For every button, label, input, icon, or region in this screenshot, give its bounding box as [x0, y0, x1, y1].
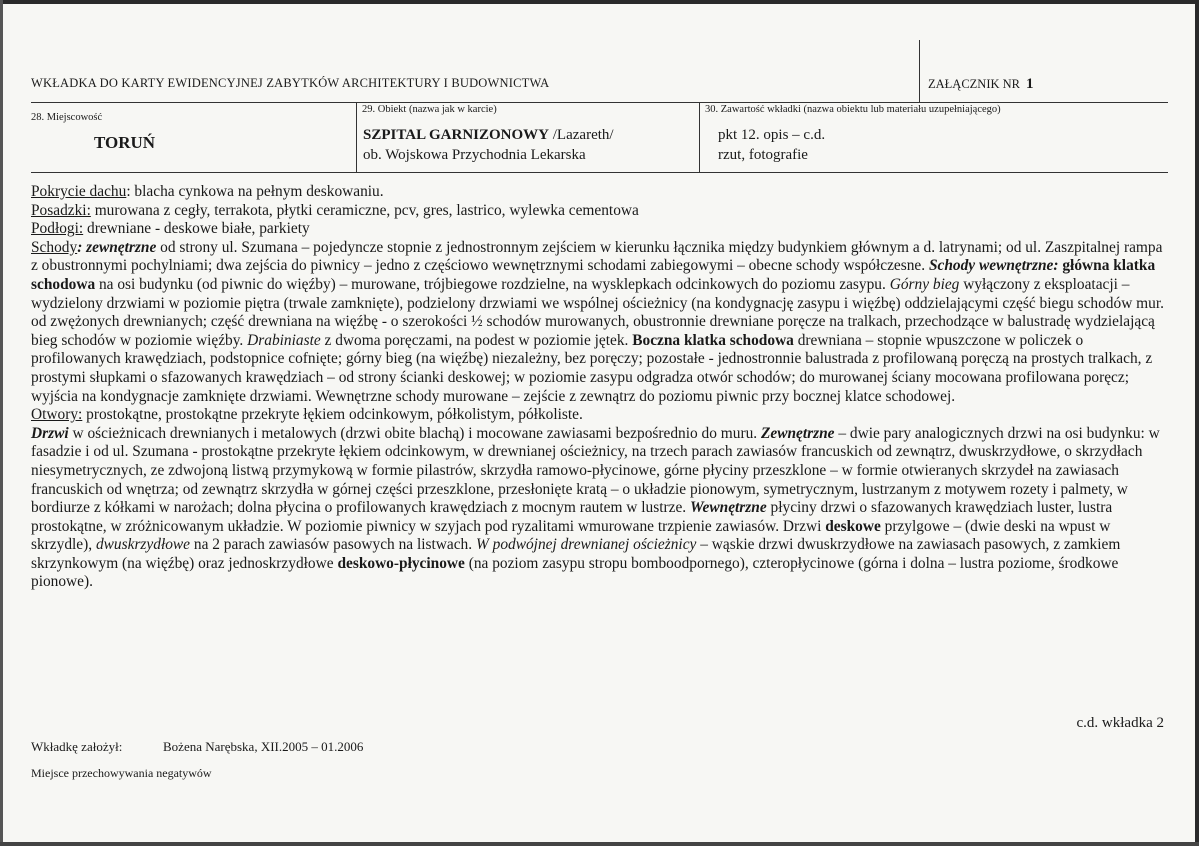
ceilings-paragraph	[31, 220, 1166, 239]
continued-note: c.d. wkładka 2	[1076, 715, 1164, 731]
ceilings-text: drewniane - deskowe białe, parkiety	[83, 220, 310, 238]
openings-heading: Otwory:	[31, 406, 83, 424]
floors-heading: Posadzki:	[31, 201, 91, 219]
stairs-ext-label: : zewnętrzne	[77, 238, 157, 256]
doors-panel-text: (na poziom zasypu stropu bomboodpornego), czteropłycinowe (górna i dolna – lustra poziome, środkowe pionowe).	[31, 554, 1119, 591]
stairs-upper-text: wyłączony z eksploatacji – wydzielony drzwiami w poziomie piętra (trwale zamknięte), podzielony drzwiami we wspólnej ościeżnicy (na kondygnację zasypu i więźbę) oddzielającymi część biegu schodów mur. od zwężonych drewnianych; część drewniana na więźbę - o szerokości ½ schodów murowanych, obustronnie drewniane poręcze na tralkach, przechodzące w balustradę wydzielającą bieg schodów w poziomie więźby.	[31, 275, 1164, 349]
annex-label	[928, 76, 1034, 93]
stairs-main-text: na osi budynku (od piwnic do więźby) – murowane, trójbiegowe rozdzielne, na wysklepkach odcinkowych do poziomu zasypu.	[95, 275, 890, 293]
made-by-value: Bożena Narębska, XII.2005 – 01.2006	[163, 739, 364, 754]
fields-bottom-rule	[31, 172, 1168, 173]
negatives-label: Miejsce przechowywania negatywów	[31, 766, 212, 780]
openings-paragraph	[31, 406, 1166, 425]
stairs-side-text: drewniana – stopnie wpuszczone w policzek o profilowanych krawędziach, podstopnice cofnięte; górny bieg (na więźbę) niezależny, bez poręczy; pozostałe - jednostronnie balustrada z profilowaną poręczą na prostych tralkach, z prostymi słupkami o sfazowanych krawędziach – od strony ścianki deskowej; w poziomie zasypu odgradza otwór schodów; do murowanej ściany mocowana profilowana poręcz; wyjścia na kondygnacje zamknięte drzwiami. Wewnętrzne schody murowane – zejście z zewnątrz do poziomu piwnic przy bocznej klatce schodowej.	[31, 331, 1153, 405]
stairs-ladder-label: Drabiniaste	[247, 331, 321, 349]
stairs-paragraph	[31, 239, 1166, 406]
object-name-line2: ob. Wojskowa Przychodnia Lekarska	[363, 147, 586, 163]
stairs-main-label: główna klatka schodowa	[31, 257, 1156, 293]
stairs-int-label: Schody wewnętrzne:	[928, 257, 1059, 275]
contents-line1: pkt 12. opis – c.d.	[718, 127, 826, 143]
object-name-rest: /Lazareth/	[549, 127, 614, 143]
doors-ext-text: – dwie pary analogicznych drzwi na osi budynku: w fasadzie i od ul. Szumana - prostokątne przekryte łękiem odcinkowym, w drewnianej ościeżnicy, na trzech parach zawiasów francuskich od zewnątrz, dwuskrzydłowe, o skrzydłach niesymetrycznych, ze zdwojoną listwą przymykową w formie pilastrów, skrzydła ramowo-płycinowe, górne płyciny przeszklone – w formie otwieranych skrzydeł na zawiasach francuskich od wnętrza; od zewnątrz skrzydła w górnej części przeszklone, przesłonięte kratą – o układzie pionowym, symetrycznym, lustrzanym z motywem rozety i palmety, w bordiurze z kółkami w narożach; dolna płycina o profilowanych krawędziach z mocnym rautem w lustrze.	[31, 424, 1160, 517]
field-divider-2	[699, 102, 700, 172]
scan-border-top	[0, 0, 1199, 4]
roof-paragraph	[31, 183, 1166, 202]
object-name-bold: SZPITAL GARNIZONOWY	[363, 127, 550, 143]
ceilings-heading: Podłogi:	[31, 220, 84, 238]
doors-double-text: na 2 parach zawiasów pasowych na listwach.	[190, 536, 476, 554]
roof-text: : blacha cynkowa na pełnym deskowaniu.	[126, 183, 384, 200]
roof-heading: Pokrycie dachu	[31, 183, 127, 200]
field-divider-1	[356, 102, 357, 172]
openings-text: prostokątne, prostokątne przekryte łękiem odcinkowym, półkolistym, półkoliste.	[82, 406, 583, 424]
doors-text: w ościeżnicach drewnianych i metalowych (drzwi obite blachą) i mocowane zawiasami bezpośrednio do muru.	[68, 424, 761, 442]
doors-ext-label: Zewnętrzne	[760, 424, 835, 442]
stairs-ladder-text: z dwoma poręczami, na podest w poziomie jętek.	[320, 331, 633, 349]
scan-border-right	[1195, 0, 1199, 846]
description-body	[31, 183, 1166, 592]
scan-border-bottom	[0, 842, 1199, 846]
doors-label: Drzwi	[31, 424, 69, 442]
doors-int-label: Wewnętrzne	[690, 499, 767, 517]
doors-frame-label: W podwójnej drewnianej ościeżnicy	[475, 536, 697, 554]
floors-paragraph	[31, 202, 1166, 221]
doors-double-label: dwuskrzydłowe	[95, 536, 191, 554]
made-by-label: Wkładkę założył:	[31, 739, 123, 754]
doors-paragraph	[31, 425, 1166, 592]
object-label: 29. Obiekt (nazwa jak w karcie)	[362, 104, 497, 115]
floors-text: murowana z cegły, terrakota, płytki ceramiczne, pcv, gres, lastrico, wylewka cementowa	[90, 201, 639, 219]
doors-int-text: płyciny drzwi o sfazowanych krawędziach luster, lustra prostokątne, w zróżnicowanym układzie. W poziomie piwnicy w szyjach pod ryzalitami wmurowane trzpienie zawiasów. Drzwi	[31, 499, 1113, 535]
object-name	[363, 127, 614, 144]
stairs-heading: Schody	[31, 238, 78, 256]
header-rule	[31, 102, 1168, 103]
locality-label: 28. Miejscowość	[31, 112, 103, 123]
stairs-ext-text: od strony ul. Szumana – pojedyncze stopnie z jednostronnym zejściem w kierunku łącznika między budynkiem głównym a d. latrynami; od ul. Zaszpitalnej rampa z obustronnymi pochylniami; dwa zejścia do piwnicy – jedno z częściowo wewnętrznymi schodami zabiegowymi – obecne schody współczesne.	[31, 238, 1163, 275]
header-divider	[919, 40, 920, 102]
stairs-side-label: Boczna klatka schodowa	[632, 331, 794, 349]
contents-label: 30. Zawartość wkładki (nazwa obiektu lub materiału uzupełniającego)	[705, 104, 1001, 115]
annex-label-text: ZAŁĄCZNIK NR	[928, 77, 1021, 91]
doors-frame-text: – wąskie drzwi dwuskrzydłowe na zawiasach pasowych, z zamkiem skrzynkowym (na więźbę) oraz jednoskrzydłowe	[31, 536, 1121, 572]
form-title: WKŁADKA DO KARTY EWIDENCYJNEJ ZABYTKÓW ARCHITEKTURY I BUDOWNICTWA	[31, 76, 550, 90]
doors-board-text: przylgowe – (dwie deski na wpust w skrzydle),	[31, 517, 1111, 554]
stairs-upper-label: Górny bieg	[889, 275, 960, 293]
doors-board-label: deskowe	[825, 517, 881, 535]
doors-panel-label: deskowo-płycinowe	[337, 554, 465, 572]
locality-value: TORUŃ	[94, 133, 156, 152]
contents-line2: rzut, fotografie	[718, 147, 808, 163]
annex-number: 1	[1026, 76, 1034, 92]
scan-border-left	[0, 0, 3, 846]
